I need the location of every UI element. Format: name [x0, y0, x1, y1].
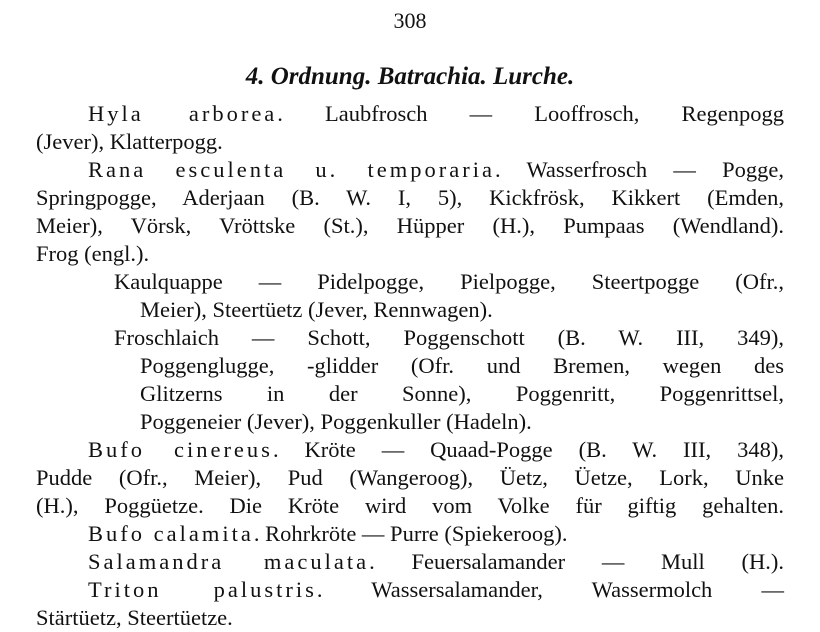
- text-line: [88, 436, 784, 464]
- text-span: Pudde (Ofr., Meier), Pud (Wangeroog), Üetz, Üetze, Lork, Unke: [36, 465, 784, 490]
- text-line: [36, 492, 784, 520]
- latin-species-name: Bufo cinereus: [88, 437, 273, 462]
- text-span: . Wasserfrosch — Pogge,: [495, 157, 784, 182]
- text-line: [140, 352, 784, 380]
- section-heading: 4. Ordnung. Batrachia. Lurche.: [245, 63, 575, 90]
- text-span: . Rohrkröte — Purre (Spiekeroog).: [253, 521, 568, 546]
- text-span: Froschlaich — Schott, Poggenschott (B. W. III, 349),: [114, 325, 784, 350]
- latin-species-name: Triton palustris: [88, 577, 317, 602]
- text-line: [88, 520, 568, 548]
- text-span: Glitzerns in der Sonne), Poggenritt, Poggenrittsel,: [140, 381, 784, 406]
- text-span: . Wassersalamander, Wassermolch —: [316, 577, 784, 602]
- text-span: Stärtüetz, Steertüetze.: [36, 605, 233, 630]
- text-line: [88, 576, 784, 604]
- text-line: [114, 324, 784, 352]
- text-line: [36, 212, 784, 240]
- page-number: 308: [393, 8, 427, 33]
- text-span: Meier), Steertüetz (Jever, Rennwagen).: [140, 297, 493, 322]
- text-line: [36, 604, 233, 632]
- text-line: [36, 240, 149, 268]
- text-line: [88, 156, 784, 184]
- text-line: [140, 408, 532, 436]
- text-line: [36, 464, 784, 492]
- text-line: [88, 100, 784, 128]
- text-span: . Laubfrosch — Looffrosch, Regenpogg: [277, 101, 784, 126]
- text-line: [36, 128, 223, 156]
- text-span: Frog (engl.).: [36, 241, 150, 266]
- text-span: . Kröte — Quaad-Pogge (B. W. III, 348),: [272, 437, 784, 462]
- text-line: [140, 296, 493, 324]
- text-line: [88, 548, 784, 576]
- latin-species-name: Hyla arborea: [88, 101, 278, 126]
- text-span: (Jever), Klatterpogg.: [36, 129, 223, 154]
- latin-species-name: Rana esculenta u. temporaria: [88, 157, 496, 182]
- latin-species-name: Bufo calamita: [88, 521, 254, 546]
- text-span: Meier), Vörsk, Vröttske (St.), Hüpper (H.), Pumpaas (Wendland).: [36, 213, 784, 238]
- text-line: [140, 380, 784, 408]
- text-span: Springpogge, Aderjaan (B. W. I, 5), Kickfrösk, Kikkert (Emden,: [36, 185, 784, 210]
- text-span: (H.), Poggüetze. Die Kröte wird vom Volke für giftig gehalten.: [36, 493, 784, 518]
- text-line: [36, 184, 784, 212]
- latin-species-name: Salamandra maculata: [88, 549, 370, 574]
- text-span: Poggenglugge, -glidder (Ofr. und Bremen, wegen des: [140, 353, 784, 378]
- text-span: . Feuersalamander — Mull (H.).: [369, 549, 785, 574]
- text-span: Kaulquappe — Pidelpogge, Pielpogge, Steertpogge (Ofr.,: [114, 269, 784, 294]
- text-span: Poggeneier (Jever), Poggenkuller (Hadeln).: [140, 409, 532, 434]
- text-line: [114, 268, 784, 296]
